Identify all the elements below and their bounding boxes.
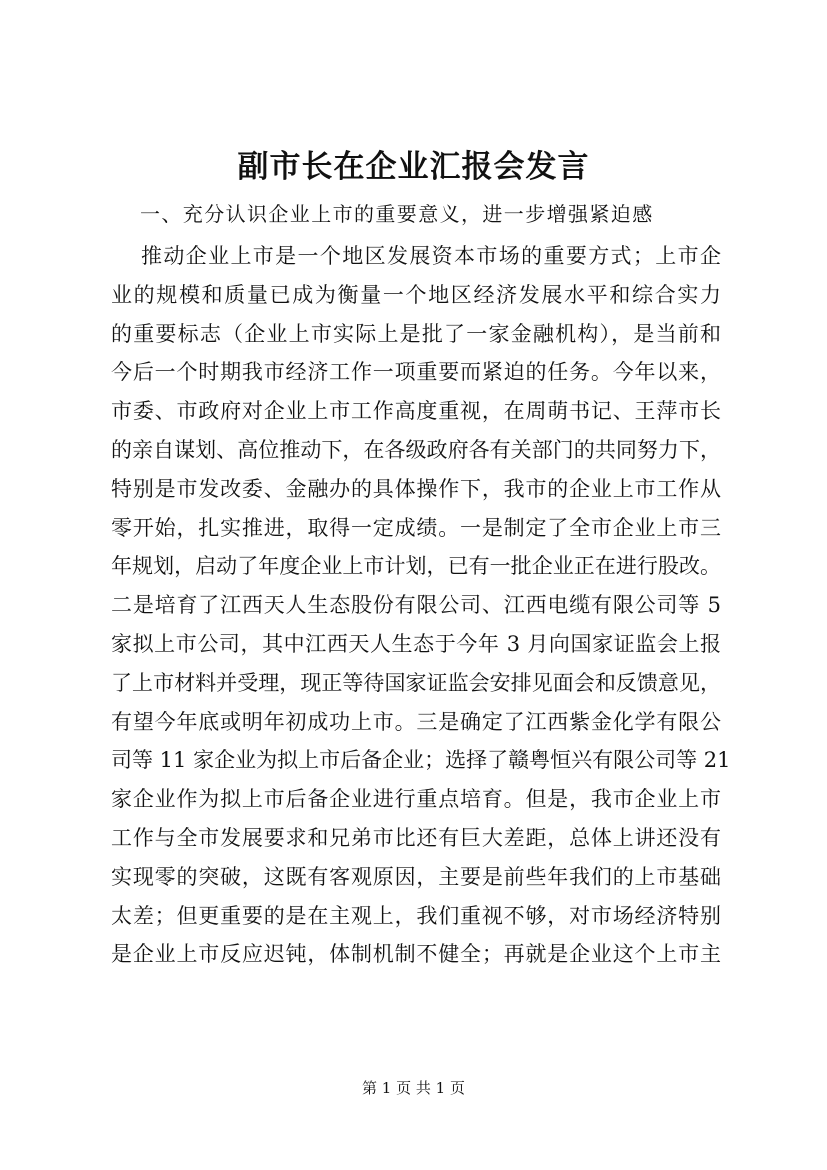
paragraph-line: 市委、市政府对企业上市工作高度重视，在周萌书记、王萍市长 xyxy=(111,399,721,424)
paragraph-line: 是企业上市反应迟钝，体制机制不健全；再就是企业这个上市主 xyxy=(111,942,721,967)
paragraph-line: 二是培育了江西天人生态股份有限公司、江西电缆有限公司等 5 xyxy=(111,593,721,618)
section-heading: 一、充分认识企业上市的重要意义，进一步增强紧迫感 xyxy=(140,202,654,226)
paragraph-line: 的重要标志（企业上市实际上是批了一家金融机构），是当前和 xyxy=(111,321,721,346)
paragraph-line: 今后一个时期我市经济工作一项重要而紧迫的任务。今年以来， xyxy=(111,360,721,385)
paragraph-line: 家企业作为拟上市后备企业进行重点培育。但是，我市企业上市 xyxy=(111,787,721,812)
body-paragraph xyxy=(111,237,731,974)
paragraph-line: 工作与全市发展要求和兄弟市比还有巨大差距，总体上讲还没有 xyxy=(111,825,721,850)
paragraph-line: 推动企业上市是一个地区发展资本市场的重要方式；上市企 xyxy=(141,244,721,268)
page-footer: 第 1 页 共 1 页 xyxy=(362,1079,465,1097)
document-title: 副市长在企业汇报会发言 xyxy=(237,149,590,185)
paragraph-line: 特别是市发改委、金融办的具体操作下，我市的企业上市工作从 xyxy=(111,476,721,501)
paragraph-line: 了上市材料并受理，现正等待国家证监会安排见面会和反馈意见， xyxy=(111,670,721,695)
paragraph-line: 司等 11 家企业为拟上市后备企业；选择了赣粤恒兴有限公司等 21 xyxy=(111,748,731,773)
paragraph-line: 实现零的突破，这既有客观原因，主要是前些年我们的上市基础 xyxy=(111,864,721,889)
paragraph-line: 有望今年底或明年初成功上市。三是确定了江西紫金化学有限公 xyxy=(111,709,721,734)
paragraph-line: 零开始，扎实推进，取得一定成绩。一是制定了全市企业上市三 xyxy=(111,515,721,540)
paragraph-line: 业的规模和质量已成为衡量一个地区经济发展水平和综合实力 xyxy=(111,282,721,307)
paragraph-line: 年规划，启动了年度企业上市计划，已有一批企业正在进行股改。 xyxy=(111,554,721,579)
paragraph-line: 的亲自谋划、高位推动下，在各级政府各有关部门的共同努力下， xyxy=(111,437,721,462)
paragraph-line: 家拟上市公司，其中江西天人生态于今年 3 月向国家证监会上报 xyxy=(111,631,721,656)
paragraph-line: 太差；但更重要的是在主观上，我们重视不够，对市场经济特别 xyxy=(111,903,721,928)
